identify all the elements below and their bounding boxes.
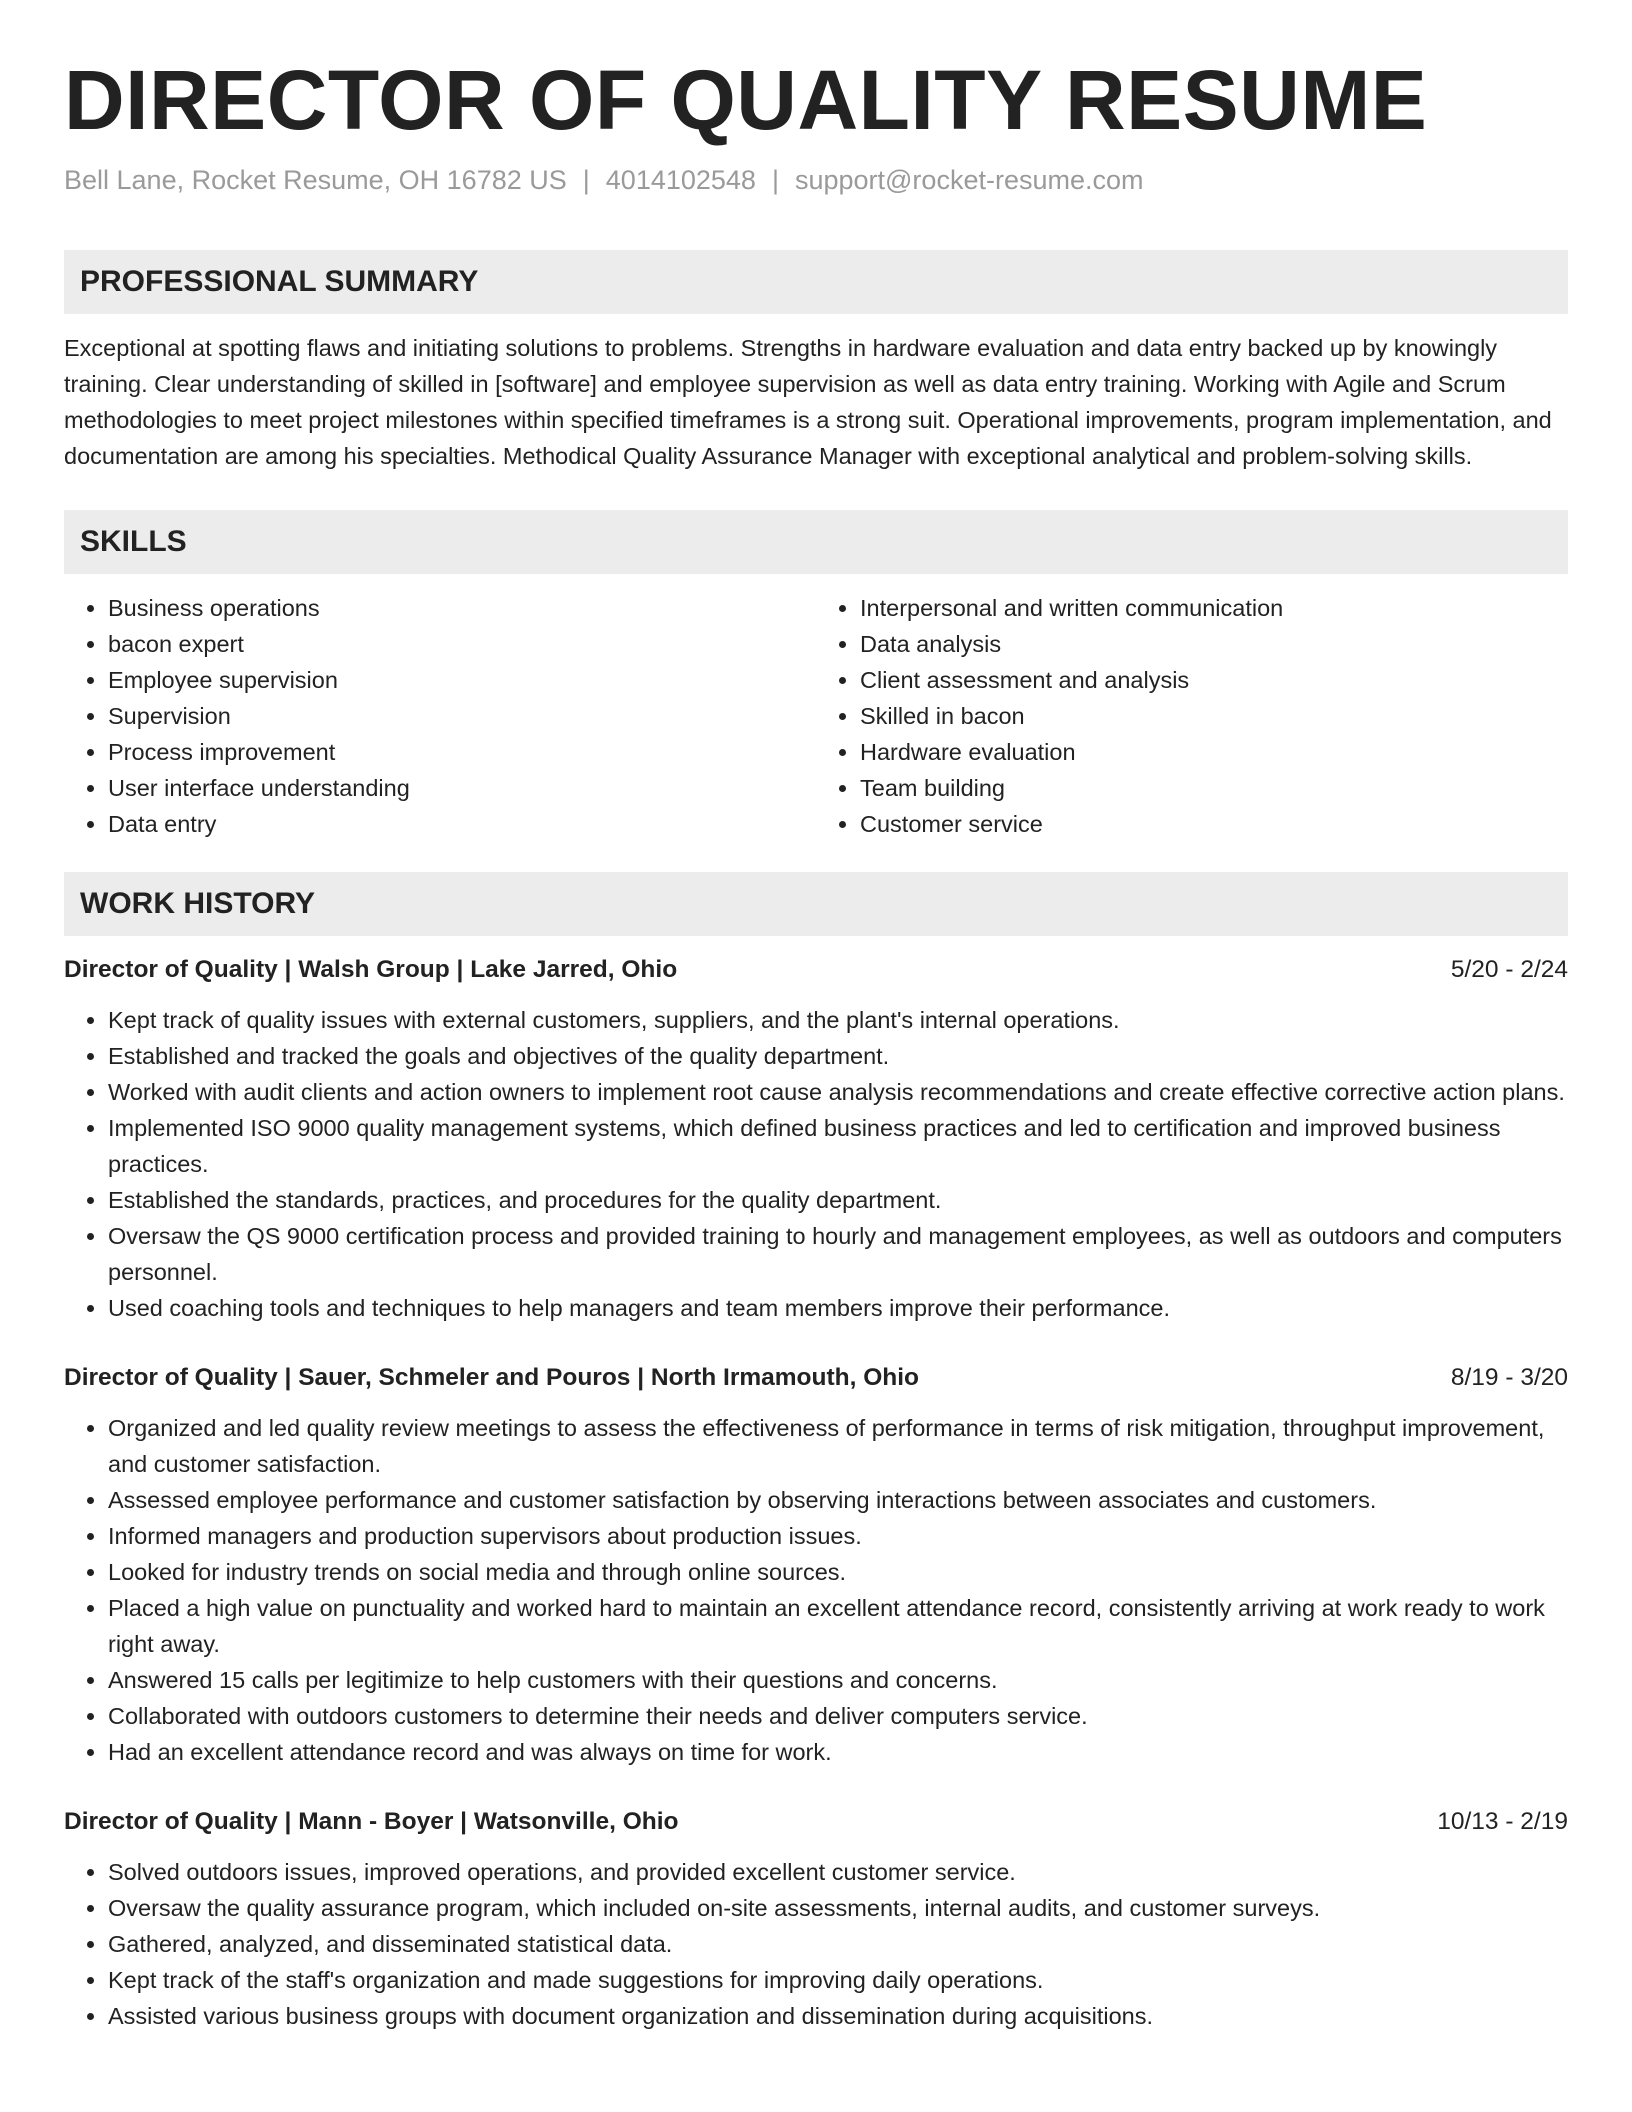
list-item: • Oversaw the QS 9000 certification process and provided training to hourly and management employees, as well as outdoors and computers personnel. bbox=[108, 1218, 1568, 1290]
contact-line bbox=[64, 164, 1568, 196]
list-item: • Oversaw the quality assurance program, which included on-site assessments, internal audits, and customer surveys. bbox=[108, 1890, 1568, 1926]
list-item: • Process improvement bbox=[108, 734, 816, 770]
list-item: • bacon expert bbox=[108, 626, 816, 662]
job-entry bbox=[64, 1804, 1568, 2034]
list-item: • Data entry bbox=[108, 806, 816, 842]
resume-title: DIRECTOR OF QUALITY RESUME bbox=[64, 53, 1428, 147]
list-item: • Placed a high value on punctuality and worked hard to maintain an excellent attendance record, consistently arriving at work ready to work right away. bbox=[108, 1590, 1568, 1662]
job-dates: 10/13 - 2/19 bbox=[1437, 1808, 1568, 1836]
list-item: • Gathered, analyzed, and disseminated statistical data. bbox=[108, 1926, 1568, 1962]
job-bullets bbox=[64, 1410, 1568, 1770]
list-item: • Assessed employee performance and customer satisfaction by observing interactions between associates and customers. bbox=[108, 1482, 1568, 1518]
summary-heading: PROFESSIONAL SUMMARY bbox=[64, 250, 1568, 314]
list-item: • Implemented ISO 9000 quality management systems, which defined business practices and led to certification and improved business practices. bbox=[108, 1110, 1568, 1182]
skills-column-left bbox=[64, 590, 816, 842]
list-item: • Assisted various business groups with document organization and dissemination during acquisitions. bbox=[108, 1998, 1568, 2034]
job-title: Director of Quality | Mann - Boyer | Watsonville, Ohio bbox=[64, 1808, 679, 1836]
contact-separator: | bbox=[582, 165, 590, 195]
list-item: • Answered 15 calls per legitimize to help customers with their questions and concerns. bbox=[108, 1662, 1568, 1698]
contact-phone: 4014102548 bbox=[605, 165, 756, 195]
list-item: • Kept track of the staff's organization and made suggestions for improving daily operations. bbox=[108, 1962, 1568, 1998]
list-item: • Informed managers and production supervisors about production issues. bbox=[108, 1518, 1568, 1554]
job-header bbox=[64, 1804, 1568, 1840]
list-item: • Established the standards, practices, and procedures for the quality department. bbox=[108, 1182, 1568, 1218]
list-item: • Employee supervision bbox=[108, 662, 816, 698]
contact-separator: | bbox=[771, 165, 779, 195]
list-item: • Client assessment and analysis bbox=[860, 662, 1568, 698]
list-item: • Interpersonal and written communication bbox=[860, 590, 1568, 626]
job-bullets bbox=[64, 1002, 1568, 1326]
list-item: • Skilled in bacon bbox=[860, 698, 1568, 734]
skills-list bbox=[64, 590, 1568, 842]
list-item: • Organized and led quality review meetings to assess the effectiveness of performance in terms of risk mitigation, throughput improvement, and customer satisfaction. bbox=[108, 1410, 1568, 1482]
job-entry bbox=[64, 1360, 1568, 1770]
skills-heading: SKILLS bbox=[64, 510, 1568, 574]
list-item: • Collaborated with outdoors customers to determine their needs and deliver computers service. bbox=[108, 1698, 1568, 1734]
job-dates: 5/20 - 2/24 bbox=[1450, 956, 1568, 984]
list-item: • Used coaching tools and techniques to help managers and team members improve their performance. bbox=[108, 1290, 1568, 1326]
list-item: • Supervision bbox=[108, 698, 816, 734]
job-entry bbox=[64, 952, 1568, 1326]
contact-email: support@rocket-resume.com bbox=[794, 165, 1144, 195]
job-header bbox=[64, 1360, 1568, 1396]
summary-text: Exceptional at spotting flaws and initiating solutions to problems. Strengths in hardware evaluation and data entry backed up by knowingly training. Clear understanding of skilled in [software] and employee supervision as well as data entry training. Working with Agile and Scrum methodologies to meet project milestones within specified timeframes is a strong suit. Operational improvements, program implementation, and documentation are among his specialties. Methodical Quality Assurance Manager with exceptional analytical and problem-solving skills. bbox=[64, 335, 1552, 470]
skills-column-right bbox=[816, 590, 1568, 842]
contact-address: Bell Lane, Rocket Resume, OH 16782 US bbox=[64, 165, 567, 195]
job-header bbox=[64, 952, 1568, 988]
work-history-heading: WORK HISTORY bbox=[64, 872, 1568, 936]
list-item: • Kept track of quality issues with external customers, suppliers, and the plant's internal operations. bbox=[108, 1002, 1568, 1038]
list-item: • Had an excellent attendance record and was always on time for work. bbox=[108, 1734, 1568, 1770]
job-bullets bbox=[64, 1854, 1568, 2034]
list-item: • Data analysis bbox=[860, 626, 1568, 662]
list-item: • Worked with audit clients and action owners to implement root cause analysis recommendations and create effective corrective action plans. bbox=[108, 1074, 1568, 1110]
list-item: • Team building bbox=[860, 770, 1568, 806]
list-item: • Customer service bbox=[860, 806, 1568, 842]
list-item: • User interface understanding bbox=[108, 770, 816, 806]
work-history-list bbox=[64, 952, 1568, 2034]
job-title: Director of Quality | Walsh Group | Lake Jarred, Ohio bbox=[64, 956, 678, 984]
list-item: • Business operations bbox=[108, 590, 816, 626]
list-item: • Hardware evaluation bbox=[860, 734, 1568, 770]
list-item: • Looked for industry trends on social media and through online sources. bbox=[108, 1554, 1568, 1590]
job-title: Director of Quality | Sauer, Schmeler and Pouros | North Irmamouth, Ohio bbox=[64, 1364, 920, 1392]
job-dates: 8/19 - 3/20 bbox=[1450, 1364, 1568, 1392]
list-item: • Solved outdoors issues, improved operations, and provided excellent customer service. bbox=[108, 1854, 1568, 1890]
list-item: • Established and tracked the goals and objectives of the quality department. bbox=[108, 1038, 1568, 1074]
